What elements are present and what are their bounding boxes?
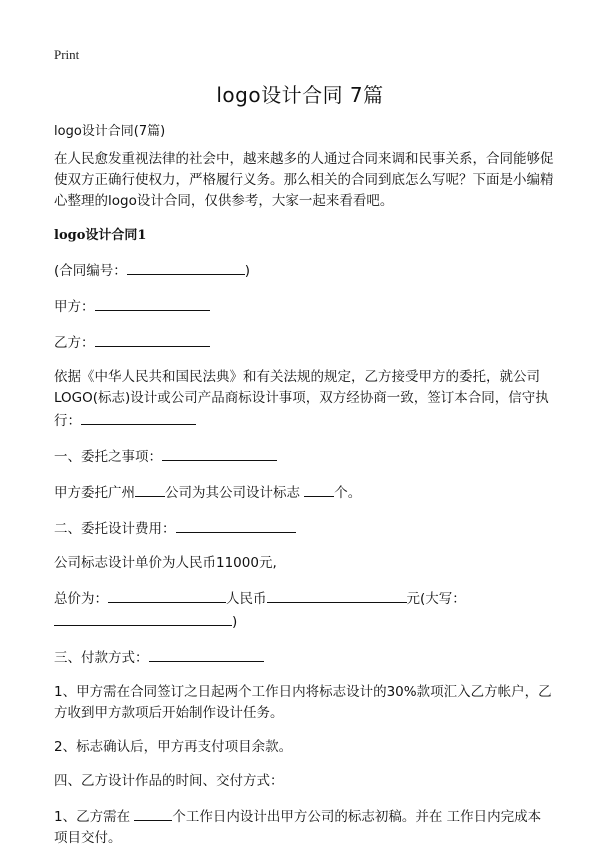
- total-close: ): [232, 614, 238, 630]
- commission-line: [54, 481, 554, 504]
- total-yuan: 元(大写：: [406, 591, 466, 607]
- payment-1: 1、甲方需在合同签订之日起两个工作日内将标志设计的30%款项汇入乙方帐户，乙方收到甲方款项后开始制作设计任务。: [54, 684, 552, 721]
- total-capital-blank: [54, 610, 232, 626]
- item3-label: 三、付款方式：: [54, 650, 149, 666]
- total-rmb-blank: [267, 587, 407, 603]
- commission-prefix: 甲方委托广州: [54, 485, 135, 501]
- contract-number-close: ): [244, 263, 251, 279]
- item1-blank: [162, 445, 277, 461]
- basis-blank: [81, 409, 196, 425]
- intro-paragraph: 在人民愈发重视法律的社会中，越来越多的人通过合同来调和民事关系，合同能够促使双方正确行使权力，严格履行义务。那么相关的合同到底怎么写呢？下面是小编精心整理的logo设计合同，仅供参考，大家一起来看看吧。: [54, 151, 554, 209]
- contract-number-label: (合同编号：: [54, 263, 127, 279]
- party-b-blank: [95, 331, 210, 347]
- item2-blank: [176, 517, 296, 533]
- item3-blank: [149, 646, 264, 662]
- total-line: [54, 587, 554, 633]
- document-subtitle: logo设计合同(7篇): [54, 124, 166, 139]
- item4-line: 四、乙方设计作品的时间、交付方式：: [54, 773, 284, 789]
- page-title: logo设计合同 7篇: [216, 83, 384, 107]
- item2-line: [54, 517, 554, 540]
- party-a-line: [54, 295, 554, 318]
- section-heading: logo设计合同1: [54, 228, 147, 243]
- party-b-line: [54, 331, 554, 354]
- item1-label: 一、委托之事项：: [54, 449, 162, 465]
- item3-line: [54, 646, 554, 669]
- contract-number-blank: [127, 259, 245, 275]
- commission-suffix: 个。: [334, 485, 362, 501]
- total-label: 总价为：: [54, 591, 108, 607]
- commission-mid: 公司为其公司设计标志: [165, 485, 300, 501]
- unit-price-line: 公司标志设计单价为人民币11000元,: [54, 555, 277, 571]
- delivery-days-blank: [134, 805, 172, 821]
- basis-text: 依据《中华人民共和国民法典》和有关法规的规定，乙方接受甲方的委托，就公司LOGO(标志)设计或公司产品商标设计事项，双方经协商一致，签订本合同，信守执行：: [54, 369, 549, 429]
- contract-number-line: [54, 259, 554, 282]
- item1-line: [54, 445, 554, 468]
- delivery-prefix: 1、乙方需在: [54, 809, 131, 825]
- item2-label: 二、委托设计费用：: [54, 521, 176, 537]
- document-body: [54, 121, 554, 862]
- delivery-suffix: 个工作日内设计出甲方公司的标志初稿。并在 工作日内完成本项目交付。: [54, 809, 542, 846]
- party-a-label: 甲方：: [54, 299, 95, 315]
- payment-2: 2、标志确认后，甲方再支付项目余款。: [54, 739, 293, 755]
- party-a-blank: [95, 295, 210, 311]
- total-rmb: 人民币: [226, 591, 267, 607]
- count-blank: [304, 481, 334, 497]
- basis-paragraph: [54, 367, 554, 432]
- city-blank: [135, 481, 165, 497]
- delivery-1: [54, 805, 554, 849]
- party-b-label: 乙方：: [54, 335, 95, 351]
- total-amount-blank: [108, 587, 226, 603]
- print-link[interactable]: Print: [54, 47, 80, 62]
